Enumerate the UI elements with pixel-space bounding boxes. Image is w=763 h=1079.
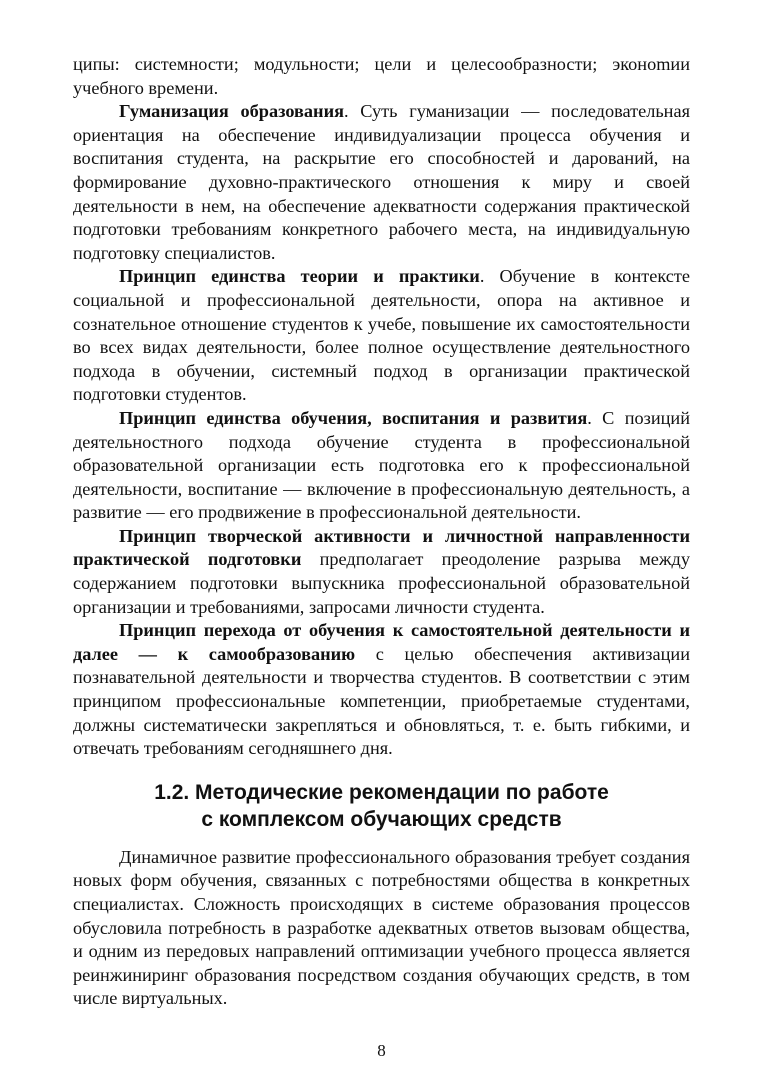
paragraph-bold-lead: Гуманизация образования — [119, 101, 345, 122]
paragraph-text: ципы: системности; модульности; цели и целесообразности; эконоmии учебного времени. — [73, 54, 690, 98]
paragraph-bold-lead: Принцип единства обучения, воспитания и развития — [119, 407, 588, 428]
paragraph-theory-practice — [73, 265, 690, 407]
paragraph-text: . С позиций деятельностного подхода обучение студента в профессиональной образовательной организации есть подготовка его к профессиональной деятельности, воспитание — включение в профессиональную деятельность, а развитие — его продвижение в профессиональной деятельности. — [73, 407, 690, 523]
section-heading-line-2: с комплексом обучающих средств — [201, 807, 562, 831]
paragraph-text: Динамичное развитие профессионального образования требует создания новых форм обучения, связанных с потребностями общества в конкретных специалистах. Сложность происходящих в системе образования процессов обусловила потребность в разработке адекватных ответов вызовам общества, и одним из передовых направлений оптимизации учебного процесса является реинжиниринг образования посредством создания обучающих средств, в том числе виртуальных. — [73, 846, 690, 1009]
paragraph-creative-activity — [73, 525, 690, 619]
section-heading — [73, 779, 690, 833]
paragraph-text: с целью обеспечения активизации познавательной деятельности и творчества студентов. В соответствии с этим принципом профессиональные компетенции, приобретаемые студентами, должны систематически закрепляться и обновляться, т. е. быть гибкими, и отвечать требованиям сегодняшнего дня. — [73, 643, 690, 759]
paragraph-bold-lead: Принцип единства теории и практики — [119, 266, 480, 287]
document-page — [73, 53, 690, 1011]
paragraph-bold-lead: Принцип творческой активности и личностной направленности практической подготовки — [73, 525, 690, 570]
paragraph-text: . Обучение в контексте социальной и профессиональной деятельности, опора на активное и сознательное отношение студентов к учебе, повышение их самостоятельности во всех видах деятельности, более полное осуществление деятельностного подхода в обучении, системный подход в организации практической подготовки студентов. — [73, 266, 690, 405]
paragraph-learning-upbringing — [73, 407, 690, 525]
paragraph-text: . Суть гуманизации — последовательная ориентация на обеспечение индивидуализации процесса обучения и воспитания студента, на раскрытие его способностей и дарований, на формирование духовно-практического отношения к миру и своей деятельности в нем, на обеспечение адекватности содержания практической подготовки требованиям конкретного рабочего места, на индивидуальную подготовку специалистов. — [73, 101, 690, 263]
paragraph-dynamic-development — [73, 846, 690, 1011]
section-heading-line-1: 1.2. Методические рекомендации по работе — [154, 780, 609, 804]
paragraph-text: предполагает преодоление разрыва между содержанием подготовки выпускника профессиональной образовательной организации и требованиями, запросами личности студента. — [73, 549, 690, 617]
paragraph-continuation — [73, 53, 690, 100]
paragraph-self-education — [73, 619, 690, 761]
page-number: 8 — [377, 1041, 386, 1060]
paragraph-bold-lead: Принцип перехода от обучения к самостоятельной деятельности и далее — к самообразованию — [73, 620, 690, 664]
paragraph-humanization — [73, 100, 690, 265]
